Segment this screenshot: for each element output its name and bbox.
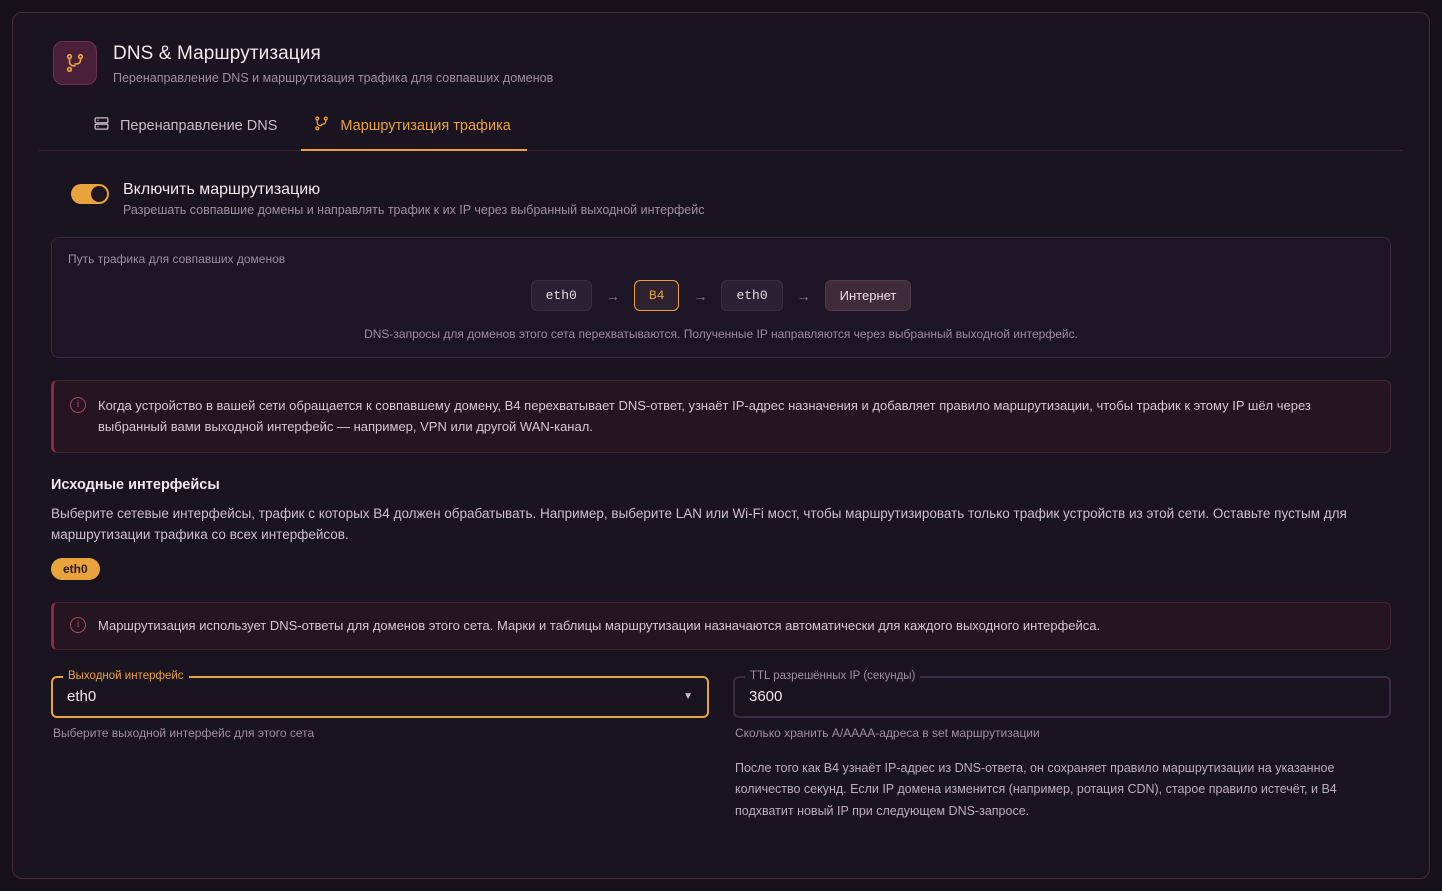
header-texts <box>113 41 553 85</box>
traffic-path-box <box>51 237 1391 358</box>
source-interfaces-description: Выберите сетевые интерфейсы, трафик с которых B4 должен обрабатывать. Например, выберите LAN или Wi-Fi мост, чтобы маршрутизировать только трафик устройств из этой сети. Оставьте пустым для маршрутизации трафика со всех интерфейсов. <box>51 505 1347 543</box>
ttl-field <box>733 669 1391 824</box>
settings-fields <box>39 650 1403 824</box>
ttl-input[interactable] <box>733 669 1391 718</box>
tab-label: Маршрутизация трафика <box>340 117 511 134</box>
chain-node-device: B4 <box>634 280 680 311</box>
dns-routing-icon <box>53 41 97 85</box>
chain-arrow-1: → <box>605 287 620 304</box>
traffic-path-label: Путь трафика для совпавших доменов <box>68 252 286 266</box>
routing-info-callout <box>51 380 1391 453</box>
source-interfaces-title: Исходные интерфейсы <box>51 476 220 493</box>
enable-routing-texts <box>123 181 704 217</box>
ttl-help: Сколько хранить A/AAAA-адреса в set маршрутизации <box>735 725 1040 740</box>
chain-node-source: eth0 <box>531 280 592 311</box>
traffic-path-chain <box>68 280 1374 311</box>
exit-interface-legend: Выходной интерфейс <box>63 670 189 682</box>
enable-routing-subtitle: Разрешать совпавшие домены и направлять трафик к их IP через выбранный выходной интерфейс <box>123 203 705 217</box>
exit-interface-value: eth0 <box>67 688 97 705</box>
toggle-knob <box>91 186 107 202</box>
routing-secondary-text: Маршрутизация использует DNS-ответы для доменов этого сета. Марки и таблицы маршрутизации назначаются автоматически для каждого выходного интерфейса. <box>98 618 1101 634</box>
panel-header <box>39 33 1403 101</box>
info-icon: i <box>70 617 86 633</box>
routing-info-text: Когда устройство в вашей сети обращается к совпавшему домену, B4 перехватывает DNS-ответ, узнаёт IP-адрес назначения и добавляет правило маршрутизации, чтобы трафик к этому IP шёл через выбранный вами выходной интерфейс — например, VPN или другой WAN-канал. <box>98 398 1311 435</box>
chevron-down-icon[interactable]: ▼ <box>683 691 693 702</box>
chain-arrow-2: → <box>693 287 708 304</box>
ttl-note: После того как B4 узнаёт IP-адрес из DNS-ответа, он сохраняет правило маршрутизации на указанное количество секунд. Если IP домена изменится (например, ротация CDN), старое правило истечёт, и B4 подхватит новый IP при следующем DNS-запросе. <box>735 760 1337 819</box>
enable-routing-title: Включить маршрутизацию <box>123 181 321 198</box>
traffic-path-note: DNS-запросы для доменов этого сета перехватываются. Полученные IP направляются через выбранный выходной интерфейс. <box>364 327 1078 341</box>
tab-traffic-routing[interactable] <box>301 101 526 151</box>
chain-node-exit: eth0 <box>721 280 782 311</box>
ttl-legend: TTL разрешённых IP (секунды) <box>745 670 920 682</box>
ttl-value: 3600 <box>749 688 783 705</box>
routing-secondary-callout <box>51 602 1391 649</box>
dns-routing-panel <box>12 12 1430 879</box>
chain-node-internet: Интернет <box>825 280 912 311</box>
tab-dns-forwarding[interactable] <box>81 101 293 151</box>
server-icon <box>93 115 110 136</box>
enable-routing-toggle[interactable] <box>71 184 109 204</box>
source-interface-chip[interactable]: eth0 <box>51 558 100 580</box>
tab-label: Перенаправление DNS <box>120 117 278 134</box>
page-title: DNS & Маршрутизация <box>113 43 321 64</box>
source-interfaces-section <box>39 453 1403 580</box>
tab-bar <box>39 101 1403 151</box>
page-subtitle: Перенаправление DNS и маршрутизация трафика для совпавших доменов <box>113 71 554 85</box>
info-icon: i <box>70 397 86 413</box>
exit-interface-field <box>51 669 709 824</box>
route-icon <box>313 115 330 136</box>
chain-arrow-3: → <box>796 287 811 304</box>
exit-interface-select[interactable] <box>51 669 709 718</box>
enable-routing-row <box>39 151 1403 217</box>
exit-interface-help: Выберите выходной интерфейс для этого сета <box>53 725 315 740</box>
